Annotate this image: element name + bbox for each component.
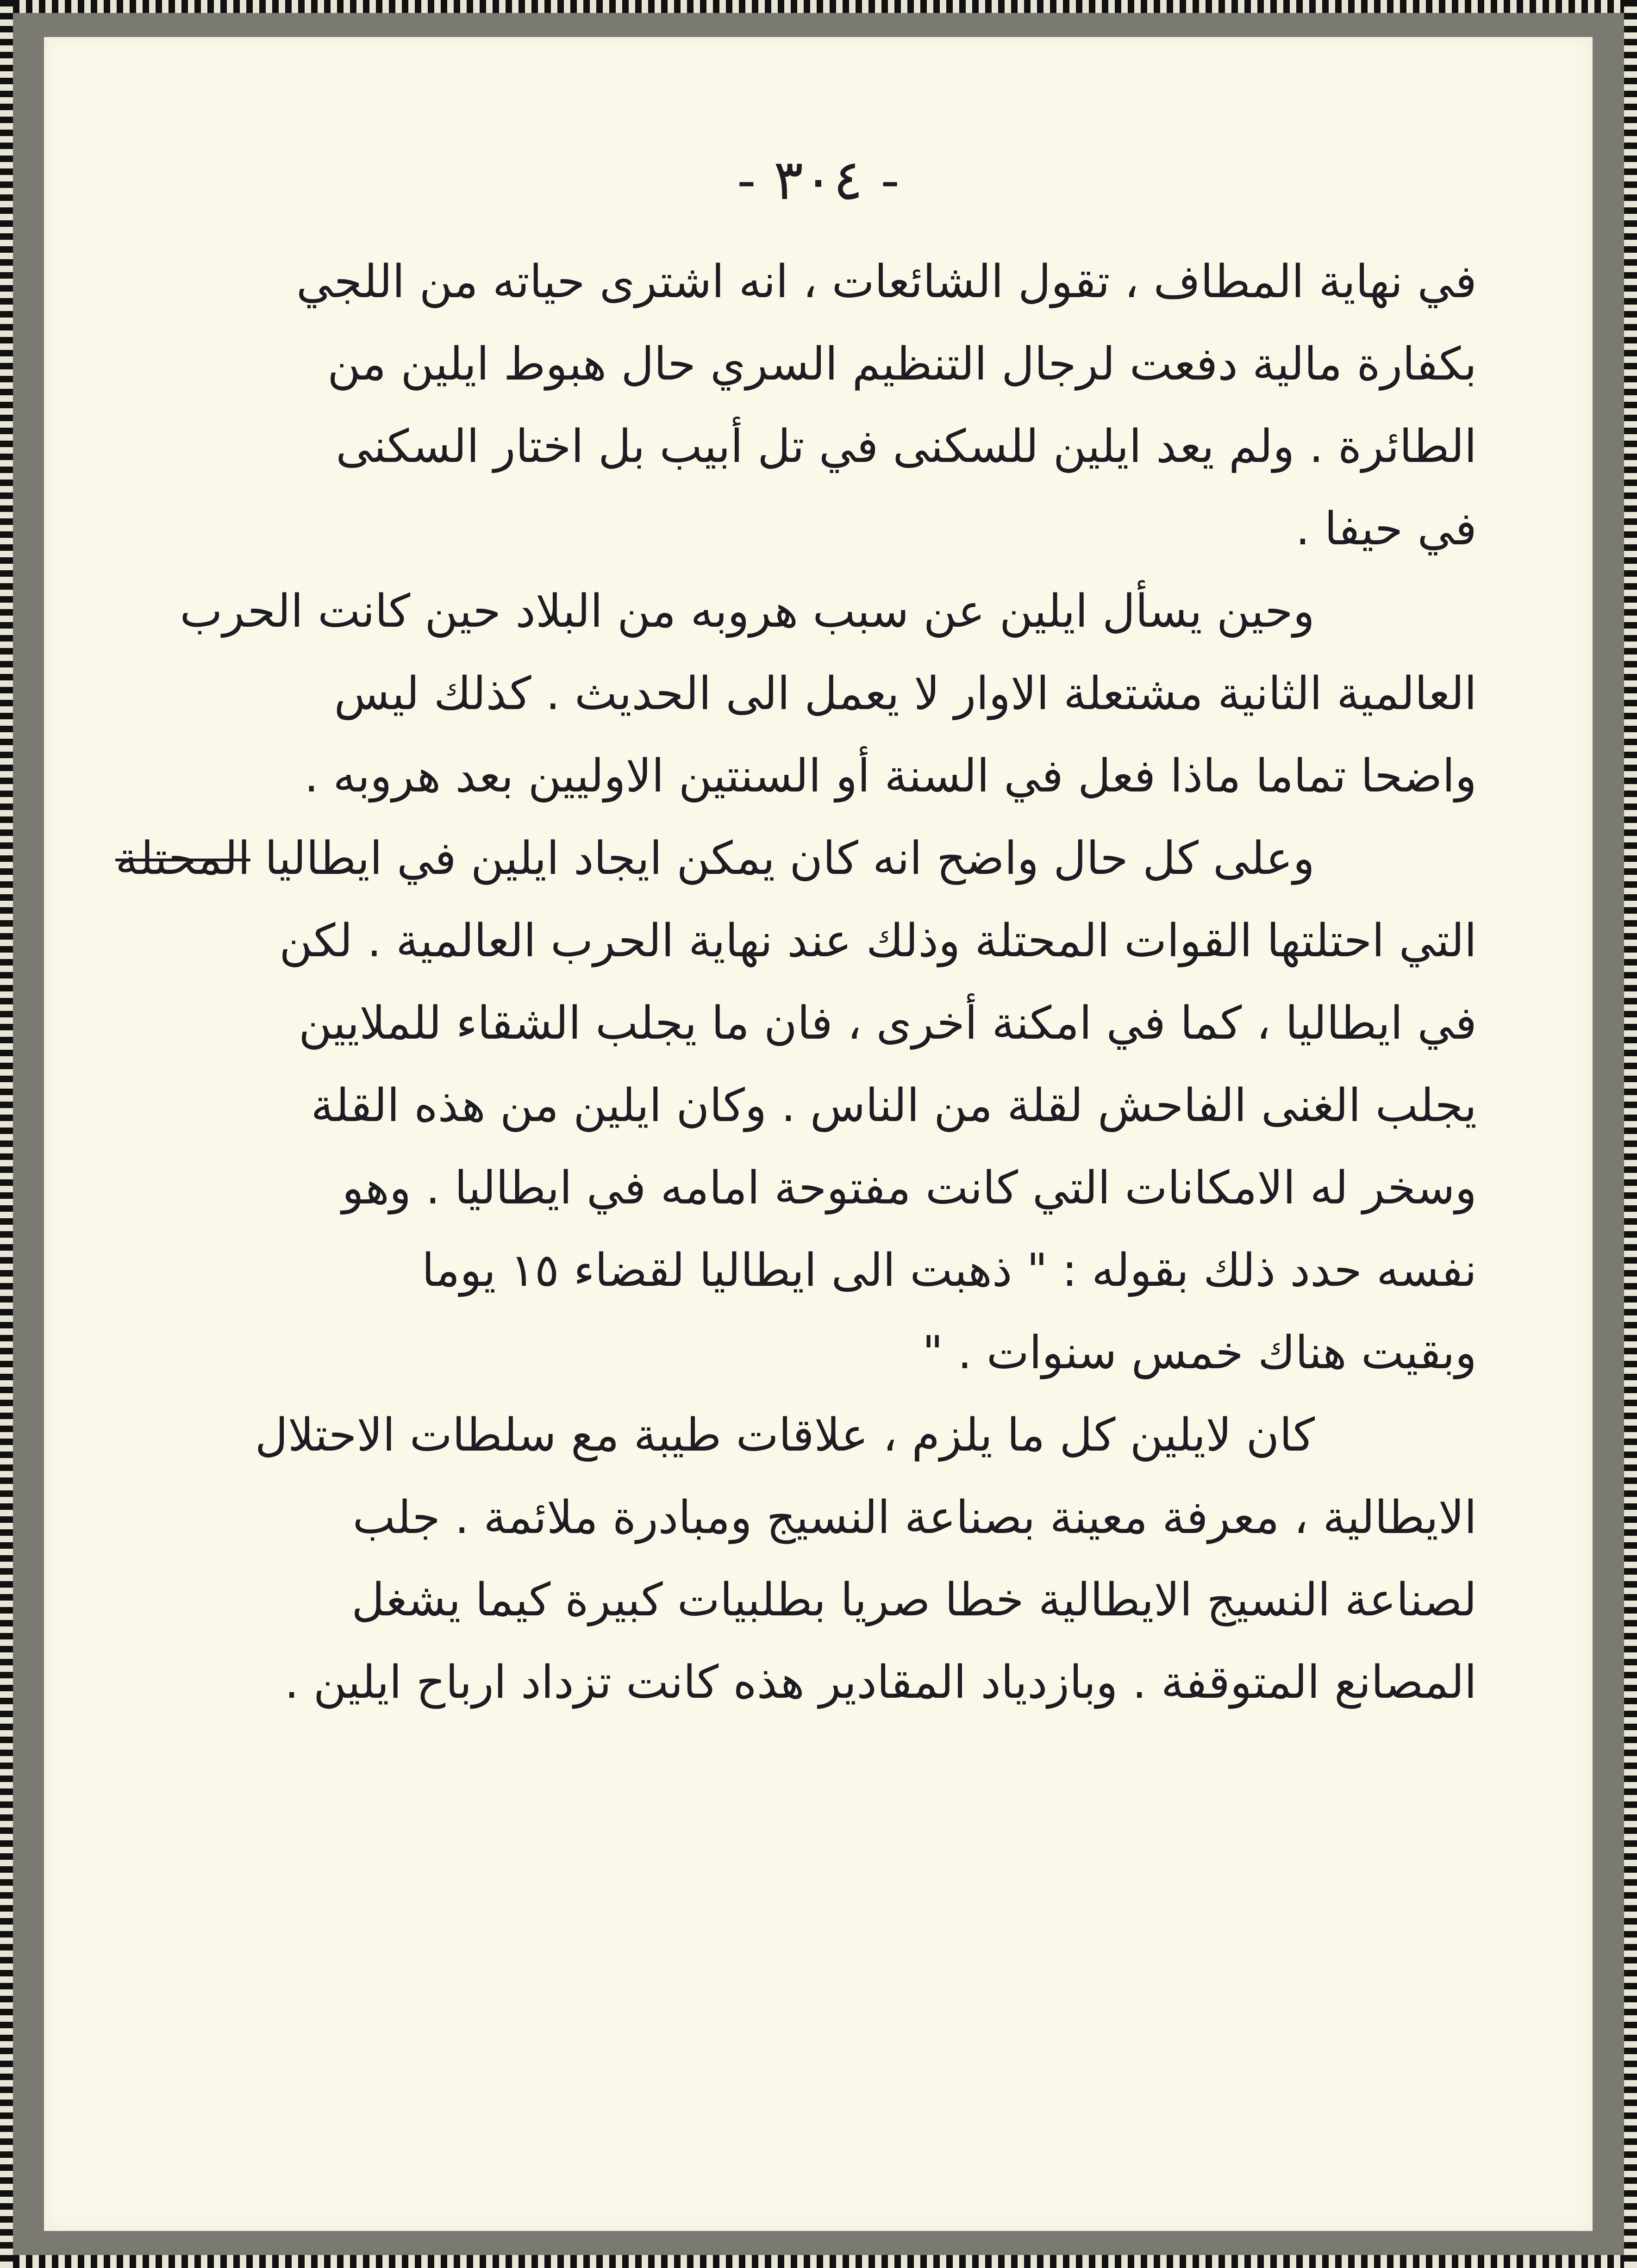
manuscript-page <box>44 37 1593 2231</box>
text-line: وسخر له الامكانات التي كانت مفتوحة امامه في ايطاليا . وهو <box>342 1162 1477 1215</box>
handwritten-body <box>115 241 1477 1724</box>
text-line: يجلب الغنى الفاحش لقلة من الناس . وكان ايلين من هذه القلة <box>311 1079 1477 1132</box>
scan-ruler-top <box>0 0 1637 13</box>
scan-ruler-left <box>0 0 13 2268</box>
text-line: الايطالية ، معرفة معينة بصناعة النسيج ومبادرة ملائمة . جلب <box>352 1491 1477 1544</box>
scan-ruler-bottom <box>0 2255 1637 2268</box>
scan-ruler-right <box>1624 0 1637 2268</box>
text-line: التي احتلتها القوات المحتلة وذلك عند نهاية الحرب العالمية . لكن <box>279 915 1477 967</box>
text-line: كان لايلين كل ما يلزم ، علاقات طيبة مع سلطات الاحتلال <box>255 1409 1315 1462</box>
text-line: العالمية الثانية مشتعلة الاوار لا يعمل الى الحديث . كذلك ليس <box>334 667 1477 720</box>
text-line: في حيفا . <box>1295 503 1477 555</box>
text-line: واضحا تماما ماذا فعل في السنة أو السنتين الاوليين بعد هروبه . <box>304 750 1477 803</box>
text-line: وعلى كل حال واضح انه كان يمكن ايجاد ايلين في ايطاليا المحتلة <box>115 832 1315 885</box>
text-line: نفسه حدد ذلك بقوله : " ذهبت الى ايطاليا لقضاء ١٥ يوما <box>421 1244 1477 1297</box>
page-number: - ٣٠٤ - <box>737 148 900 212</box>
text-line: المصانع المتوقفة . وبازدياد المقادير هذه كانت تزداد ارباح ايلين . <box>284 1656 1477 1709</box>
struck-word: المحتلة <box>115 832 250 885</box>
text-line: في ايطاليا ، كما في امكنة أخرى ، فان ما يجلب الشقاء للملايين <box>298 997 1477 1050</box>
text-line: وبقيت هناك خمس سنوات . " <box>922 1327 1477 1379</box>
text-line: لصناعة النسيج الايطالية خطا صريا بطلبيات كبيرة كيما يشغل <box>351 1574 1477 1626</box>
text-line: بكفارة مالية دفعت لرجال التنظيم السري حال هبوط ايلين من <box>327 338 1477 391</box>
text-line: وحين يسأل ايلين عن سبب هروبه من البلاد حين كانت الحرب <box>180 585 1315 638</box>
text-line: في نهاية المطاف ، تقول الشائعات ، انه اشترى حياته من اللجي <box>296 255 1477 308</box>
text-line: الطائرة . ولم يعد ايلين للسكنى في تل أبيب بل اختار السكنى <box>336 420 1477 473</box>
